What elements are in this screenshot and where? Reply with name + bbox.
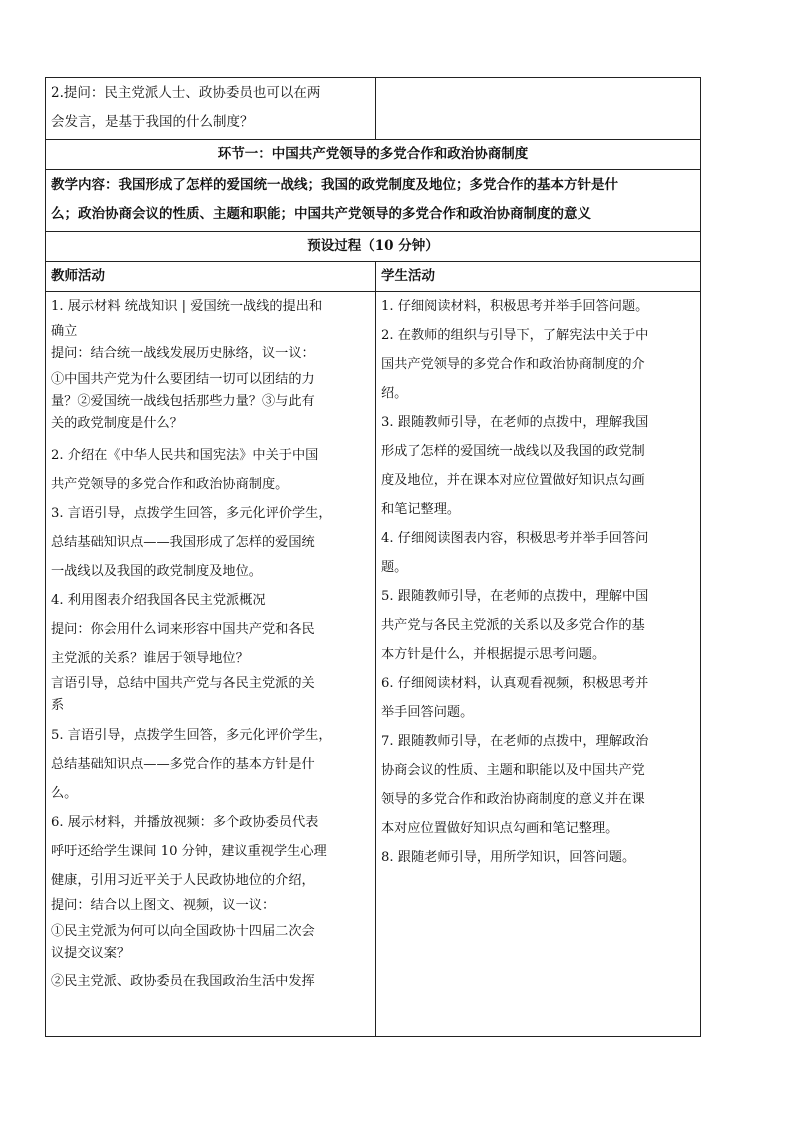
process-title: 预设过程（10 分钟） bbox=[46, 232, 701, 262]
student-line: 共产党与各民主党派的关系以及多党合作的基 bbox=[381, 618, 645, 633]
student-line: 国共产党领导的多党合作和政治协商制度的介 bbox=[381, 357, 645, 372]
student-line: 和笔记整理。 bbox=[381, 502, 461, 517]
teaching-content-line: 么；政治协商会议的性质、主题和职能；中国共产党领导的多党合作和政治协商制度的意义 bbox=[51, 206, 591, 222]
teacher-column-header: 教师活动 bbox=[46, 262, 376, 292]
activity-row bbox=[46, 292, 701, 1037]
teacher-line: 系 bbox=[51, 698, 65, 713]
student-line: 1. 仔细阅读材料，积极思考并举手回答问题。 bbox=[381, 299, 649, 314]
teacher-line: 3. 言语引导，点拨学生回答，多元化评价学生， bbox=[51, 506, 332, 521]
teaching-content-row bbox=[46, 170, 701, 232]
teacher-line: 健康，引用习近平关于人民政协地位的介绍， bbox=[51, 873, 315, 888]
teacher-line: 主党派的关系？谁居于领导地位？ bbox=[51, 651, 249, 666]
student-line: 4. 仔细阅读图表内容，积极思考并举手回答问 bbox=[381, 531, 649, 546]
student-column-header: 学生活动 bbox=[376, 262, 701, 292]
teacher-line: 1. 展示材料 统战知识 | 爱国统一战线的提出和 bbox=[51, 299, 323, 314]
student-line: 3. 跟随教师引导，在老师的点拨中，理解我国 bbox=[381, 415, 649, 430]
teacher-line: 6. 展示材料，并播放视频：多个政协委员代表 bbox=[51, 815, 319, 830]
teacher-line: 共产党领导的多党合作和政治协商制度。 bbox=[51, 477, 289, 492]
lesson-plan-table bbox=[45, 77, 701, 1037]
student-line: 2. 在教师的组织与引导下，了解宪法中关于中 bbox=[381, 328, 649, 343]
teacher-activity-cell bbox=[46, 292, 376, 1037]
teacher-line: 关的政党制度是什么？ bbox=[51, 416, 183, 431]
teacher-line: 确立 bbox=[51, 324, 78, 339]
student-activity-cell bbox=[376, 292, 701, 1037]
student-line: 本方针是什么，并根据提示思考问题。 bbox=[381, 647, 606, 662]
top-row-left-cell bbox=[46, 78, 376, 140]
teacher-line: 提问：结合统一战线发展历史脉络，议一议： bbox=[51, 346, 315, 361]
process-title-row bbox=[46, 232, 701, 262]
student-line: 7. 跟随教师引导，在老师的点拨中，理解政治 bbox=[381, 734, 649, 749]
student-line: 6. 仔细阅读材料，认真观看视频，积极思考并 bbox=[381, 676, 649, 691]
section-title-row bbox=[46, 140, 701, 170]
teacher-line: 量？②爱国统一战线包括那些力量？③与此有 bbox=[51, 394, 315, 409]
student-line: 领导的多党合作和政治协商制度的意义并在课 bbox=[381, 792, 645, 807]
student-line: 绍。 bbox=[381, 386, 408, 401]
teacher-line: 一战线以及我国的政党制度及地位。 bbox=[51, 564, 262, 579]
teacher-line: ①中国共产党为什么要团结一切可以团结的力 bbox=[51, 372, 315, 387]
top-row-line: 会发言，是基于我国的什么制度？ bbox=[51, 114, 254, 130]
teacher-line: 2. 介绍在《中华人民共和国宪法》中关于中国 bbox=[51, 448, 319, 463]
student-line: 本对应位置做好知识点勾画和笔记整理。 bbox=[381, 821, 619, 836]
teacher-line: 言语引导，总结中国共产党与各民主党派的关 bbox=[51, 676, 315, 691]
teaching-content-line: 教学内容：我国形成了怎样的爱国统一战线；我国的政党制度及地位；多党合作的基本方针是什 bbox=[51, 177, 618, 193]
top-row-line: 2.提问：民主党派人士、政协委员也可以在两 bbox=[51, 85, 321, 101]
teacher-line: 呼吁还给学生课间 10 分钟，建议重视学生心理 bbox=[51, 844, 327, 859]
teacher-line: 5. 言语引导，点拨学生回答，多元化评价学生， bbox=[51, 728, 332, 743]
student-line: 5. 跟随教师引导，在老师的点拨中，理解中国 bbox=[381, 589, 649, 604]
column-header-row bbox=[46, 262, 701, 292]
teacher-line: 么。 bbox=[51, 786, 78, 801]
teacher-line: 总结基础知识点——我国形成了怎样的爱国统 bbox=[51, 535, 315, 550]
teacher-line: ①民主党派为何可以向全国政协十四届二次会 bbox=[51, 924, 315, 939]
teacher-line: 提问：你会用什么词来形容中国共产党和各民 bbox=[51, 622, 315, 637]
teacher-line: 议提交议案？ bbox=[51, 946, 131, 961]
section-title: 环节一：中国共产党领导的多党合作和政治协商制度 bbox=[46, 140, 701, 170]
teacher-line: 提问：结合以上图文、视频，议一议： bbox=[51, 898, 276, 913]
student-line: 举手回答问题。 bbox=[381, 705, 474, 720]
student-line: 协商会议的性质、主题和职能以及中国共产党 bbox=[381, 763, 645, 778]
top-row bbox=[46, 78, 701, 140]
lesson-plan-document bbox=[45, 77, 700, 1037]
top-row-right-cell bbox=[376, 78, 701, 140]
teacher-line: ②民主党派、政协委员在我国政治生活中发挥 bbox=[51, 974, 315, 989]
student-line: 度及地位，并在课本对应位置做好知识点勾画 bbox=[381, 473, 645, 488]
teacher-line: 4. 利用图表介绍我国各民主党派概况 bbox=[51, 593, 266, 608]
student-line: 题。 bbox=[381, 560, 408, 575]
student-line: 形成了怎样的爱国统一战线以及我国的政党制 bbox=[381, 444, 645, 459]
student-line: 8. 跟随老师引导，用所学知识，回答问题。 bbox=[381, 850, 636, 865]
teacher-line: 总结基础知识点——多党合作的基本方针是什 bbox=[51, 757, 315, 772]
teaching-content-cell bbox=[46, 170, 701, 232]
